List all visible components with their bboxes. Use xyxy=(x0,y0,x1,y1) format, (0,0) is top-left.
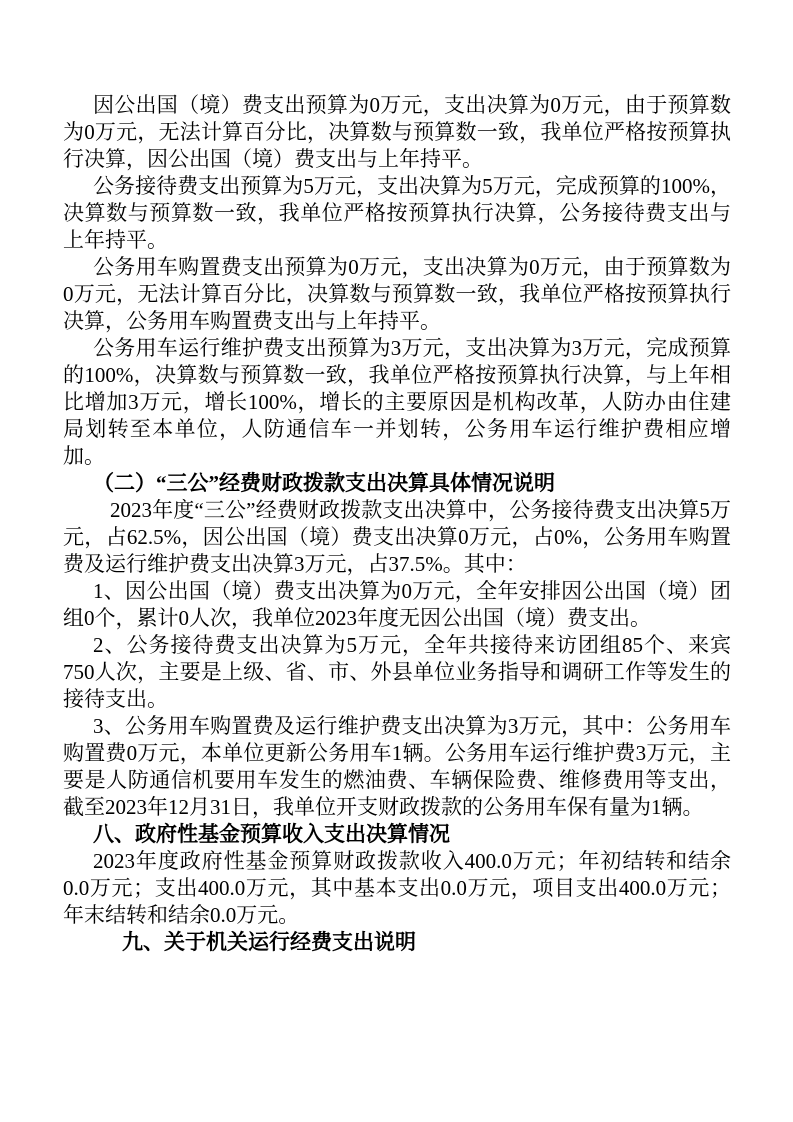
list-item-1-abroad: 1、因公出国（境）费支出决算为0万元，全年安排因公出国（境）团组0个，累计0人次，我单位2023年度无因公出国（境）费支出。 xyxy=(63,579,731,630)
paragraph-government-fund-budget: 2023年度政府性基金预算财政拨款收入400.0万元；年初结转和结余0.0万元；支出400.0万元，其中基本支出0.0万元，项目支出400.0万元；年末结转和结余0.0万元。 xyxy=(63,849,731,927)
paragraph-abroad-expense: 因公出国（境）费支出预算为0万元，支出决算为0万元，由于预算数为0万元，无法计算百分比，决算数与预算数一致，我单位严格按预算执行决算，因公出国（境）费支出与上年持平。 xyxy=(63,93,731,171)
paragraph-vehicle-purchase-expense: 公务用车购置费支出预算为0万元，支出决算为0万元，由于预算数为0万元，无法计算百分比，决算数与预算数一致，我单位严格按预算执行决算，公务用车购置费支出与上年持平。 xyxy=(63,255,731,333)
section-heading-government-fund-budget: 八、政府性基金预算收入支出决算情况 xyxy=(93,822,450,846)
list-item-3-vehicle: 3、公务用车购置费及运行维护费支出决算为3万元，其中：公务用车购置费0万元，本单位更新公务用车1辆。公务用车运行维护费3万元，主要是人防通信机要用车发生的燃油费、车辆保险费、维修费用等支出，截至2023年12月31日，我单位开支财政拨款的公务用车保有量为1辆。 xyxy=(63,714,731,819)
document-content xyxy=(63,92,731,956)
section-heading-agency-operating-expense: 九、关于机关运行经费支出说明 xyxy=(122,930,416,954)
paragraph-three-public-funds-summary: 2023年度“三公”经费财政拨款支出决算中，公务接待费支出决算5万元，占62.5%，因公出国（境）费支出决算0万元，占0%，公务用车购置费及运行维护费支出决算3万元，占37.5%。其中： xyxy=(63,498,731,576)
section-heading-three-public-funds-detail: （二）“三公”经费财政拨款支出决算具体情况说明 xyxy=(93,471,555,495)
paragraph-reception-expense: 公务接待费支出预算为5万元，支出决算为5万元，完成预算的100%，决算数与预算数一致，我单位严格按预算执行决算，公务接待费支出与上年持平。 xyxy=(63,174,731,252)
paragraph-vehicle-maintenance-expense: 公务用车运行维护费支出预算为3万元，支出决算为3万元，完成预算的100%，决算数与预算数一致，我单位严格按预算执行决算，与上年相比增加3万元，增长100%，增长的主要原因是机构改革，人防办由住建局划转至本单位，人防通信车一并划转，公务用车运行维护费相应增加。 xyxy=(63,336,731,468)
list-item-2-reception: 2、公务接待费支出决算为5万元，全年共接待来访团组85个、来宾750人次，主要是上级、省、市、外县单位业务指导和调研工作等发生的接待支出。 xyxy=(63,633,731,711)
